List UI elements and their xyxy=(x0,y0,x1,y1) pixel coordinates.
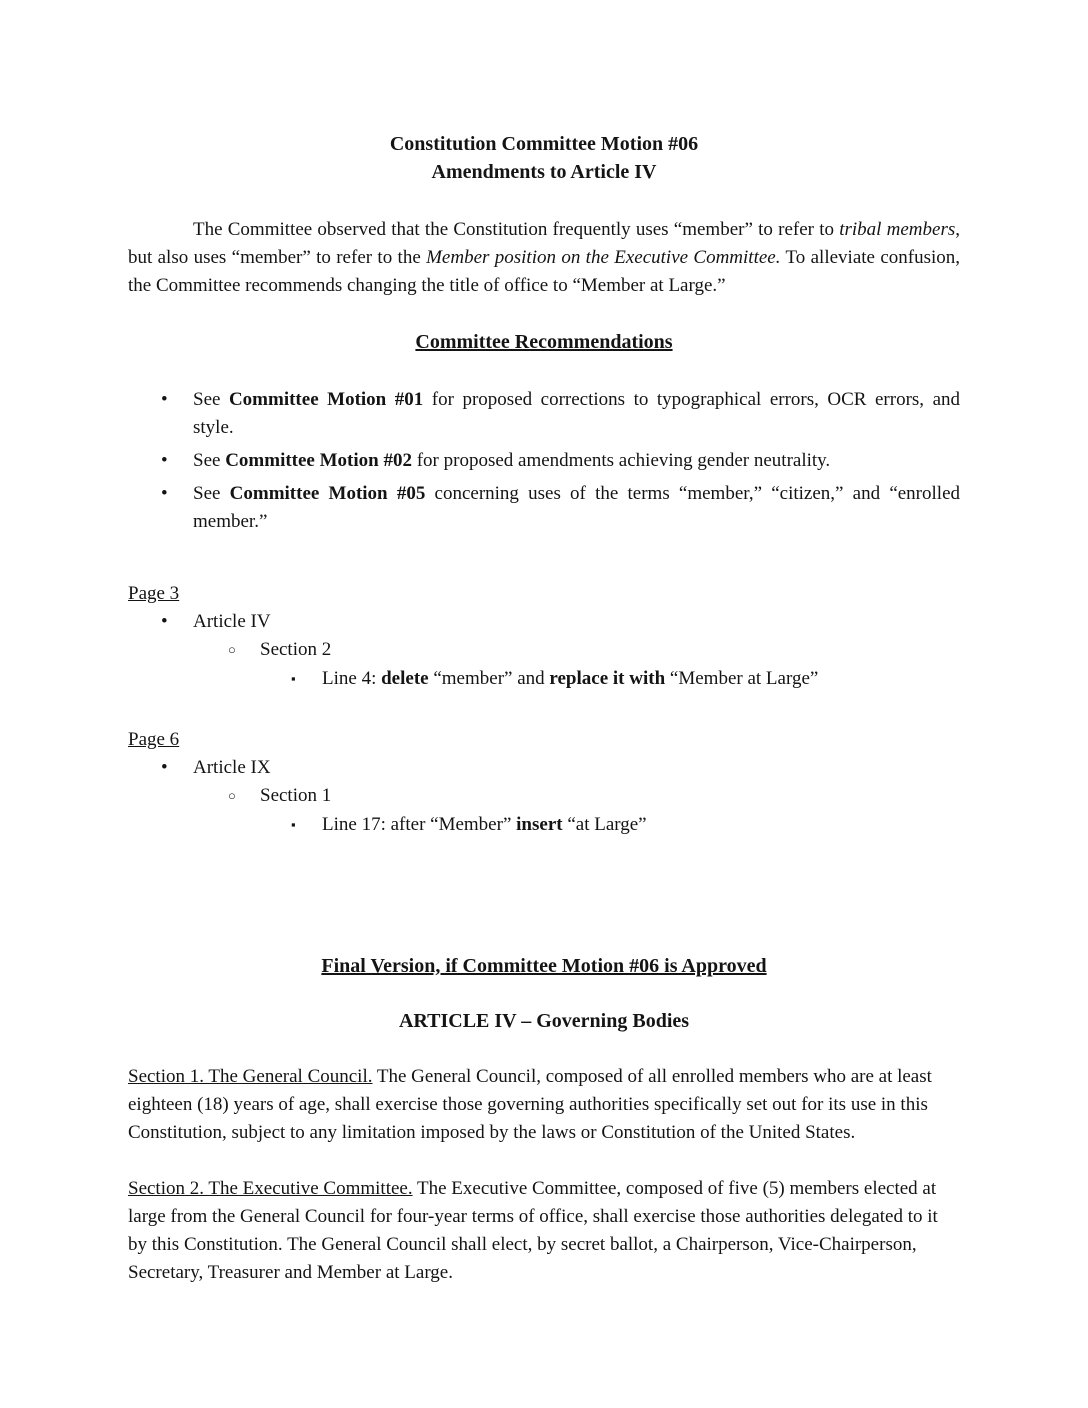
intro-text: To alleviate confusion, the Committee recommends changing the title of office to “Member at Large.” xyxy=(128,247,961,296)
section-2-body: The Executive Committee, composed of five (5) members elected at large from the General Council for four-year terms of office, shall exercise those authorities delegated to it by this Constitution. The General Council shall elect, by secret ballot, a Chairperson, Vice-Chairperson, Secretary, Treasurer and Member at Large. xyxy=(128,1178,938,1283)
section-label: Section 1 xyxy=(260,785,332,806)
bullet-dot-icon xyxy=(161,754,193,782)
list-item xyxy=(128,480,960,536)
motion-ref-bold: Committee Motion #02 xyxy=(225,450,412,471)
final-version-heading: Final Version, if Committee Motion #06 is Approved xyxy=(321,955,767,977)
list-item-text xyxy=(193,386,960,442)
text-segment: for proposed amendments achieving gender neutrality. xyxy=(411,450,831,471)
intro-paragraph xyxy=(128,216,960,300)
bullet-dot-icon xyxy=(161,480,193,508)
list-item xyxy=(128,665,960,694)
list-item xyxy=(128,386,960,442)
recommendations-list xyxy=(128,386,960,536)
bullet-dot-icon xyxy=(161,608,193,636)
list-item-text xyxy=(193,480,960,536)
page-6-block xyxy=(128,726,960,840)
page-3-block xyxy=(128,580,960,694)
intro-text: The Committee observed that the Constitution frequently uses “member” to refer to xyxy=(193,219,840,240)
bullet-dot-icon xyxy=(161,386,193,414)
list-item xyxy=(128,447,960,475)
amendment-line xyxy=(322,811,960,839)
amendment-line xyxy=(322,665,960,693)
intro-italic-tribal-members: tribal members xyxy=(839,219,956,240)
text-segment: “Member at Large” xyxy=(665,668,819,689)
bullet-square-icon xyxy=(291,665,322,694)
action-bold: delete xyxy=(381,668,429,689)
section-2-label: Section 2. The Executive Committee. xyxy=(128,1178,413,1199)
section-1-label: Section 1. The General Council. xyxy=(128,1066,373,1087)
section-2-paragraph xyxy=(128,1175,960,1287)
text-segment: See xyxy=(193,389,229,410)
recommendations-heading: Committee Recommendations xyxy=(415,331,673,353)
text-segment: “member” and xyxy=(428,668,550,689)
text-segment: concerning uses of the terms “member,” “citizen,” and “enrolled member.” xyxy=(193,483,960,532)
doc-subtitle: Amendments to Article IV xyxy=(431,161,657,183)
motion-ref-bold: Committee Motion #05 xyxy=(229,483,426,504)
text-segment: See xyxy=(193,450,226,471)
bullet-dot-icon xyxy=(161,447,193,475)
list-item xyxy=(128,811,960,840)
section-1-body: The General Council, composed of all enrolled members who are at least eighteen (18) years of age, shall exercise those governing authorities specifically set out for its use in this Constitution, subject to any limitation imposed by the laws or Constitution of the United States. xyxy=(128,1066,932,1143)
list-item xyxy=(128,608,960,636)
text-segment: See xyxy=(193,483,230,504)
list-item xyxy=(128,754,960,782)
article-iv-heading: ARTICLE IV – Governing Bodies xyxy=(398,1010,690,1032)
intro-italic-member-position: Member position on the Executive Committee. xyxy=(426,247,781,268)
text-segment: Line 4: xyxy=(322,668,382,689)
action-bold: replace it with xyxy=(549,668,666,689)
action-bold: insert xyxy=(516,814,563,835)
page-label: Page 6 xyxy=(128,729,180,750)
text-segment: “at Large” xyxy=(562,814,647,835)
bullet-square-icon xyxy=(291,811,322,840)
doc-title: Constitution Committee Motion #06 xyxy=(389,133,699,155)
page-label: Page 3 xyxy=(128,583,180,604)
text-segment: for proposed corrections to typographical errors, OCR errors, and style. xyxy=(193,389,961,438)
section-1-paragraph xyxy=(128,1063,960,1147)
section-label: Section 2 xyxy=(260,639,332,660)
bullet-circle-icon xyxy=(228,782,260,811)
article-label: Article IX xyxy=(193,757,271,778)
list-item xyxy=(128,782,960,811)
list-item-text xyxy=(193,447,960,475)
motion-ref-bold: Committee Motion #01 xyxy=(228,389,424,410)
text-segment: Line 17: after “Member” xyxy=(322,814,517,835)
bullet-circle-icon xyxy=(228,636,260,665)
intro-text: , but also uses “member” to refer to the xyxy=(128,219,961,268)
list-item xyxy=(128,636,960,665)
article-label: Article IV xyxy=(193,611,271,632)
